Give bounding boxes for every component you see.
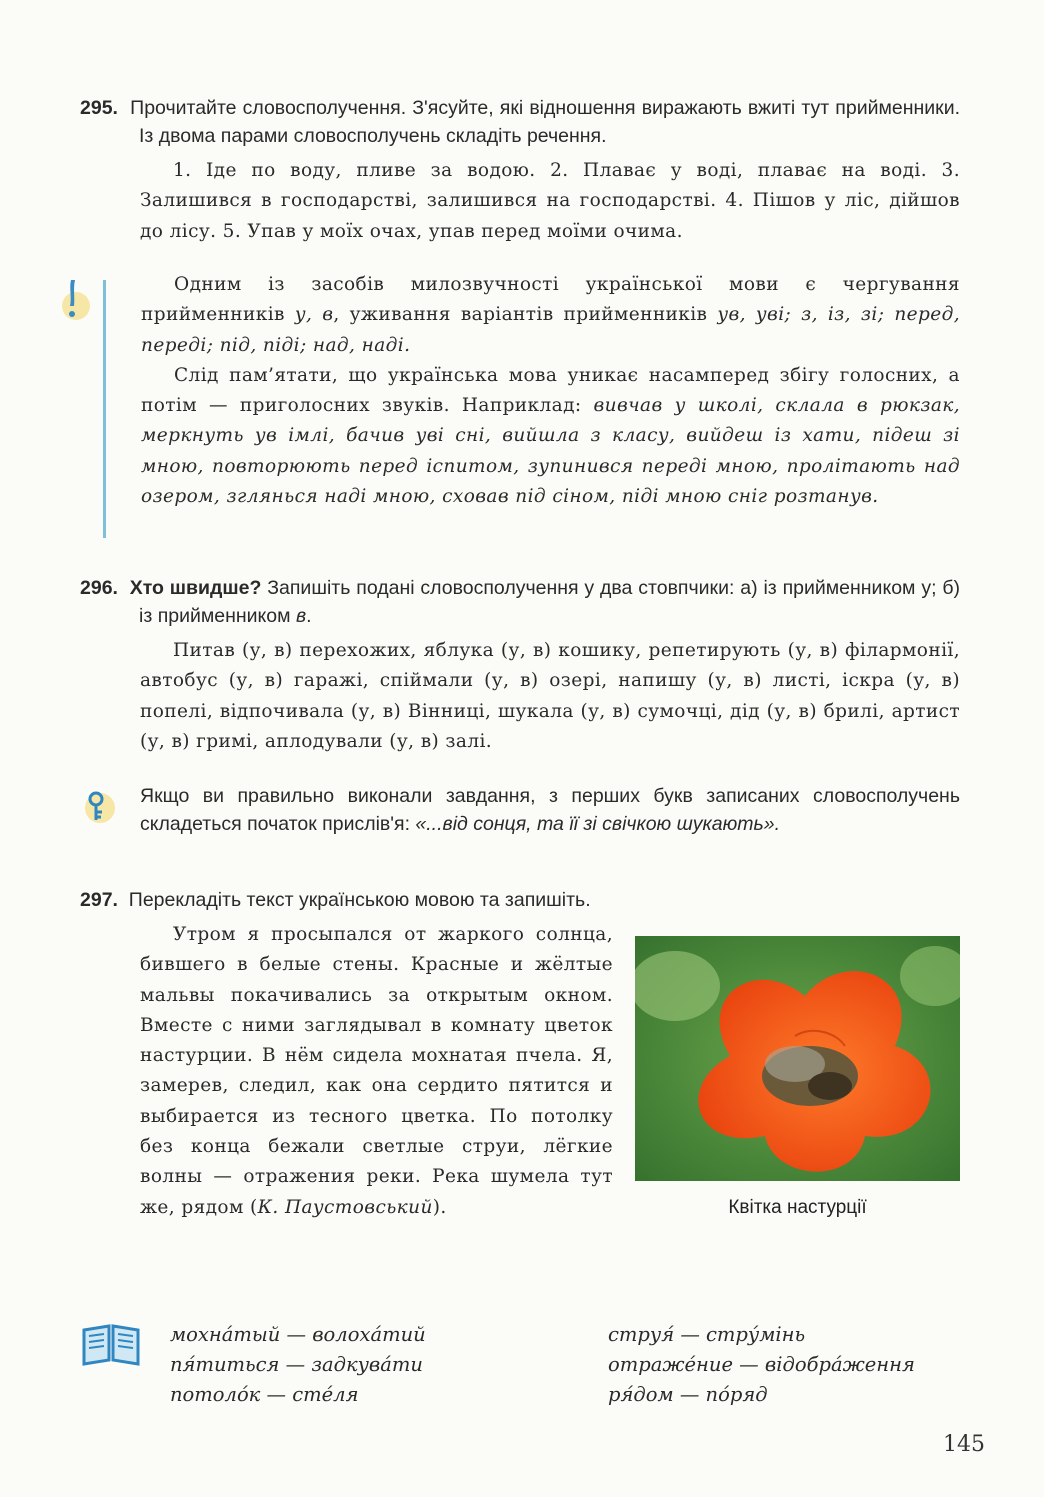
vocabulary-item: отраже́ние — відобра́ження bbox=[608, 1353, 915, 1376]
task-text: у bbox=[921, 577, 932, 599]
exercise-297-text bbox=[140, 920, 613, 1223]
exercise-296-task bbox=[80, 574, 960, 630]
vocabulary-item: пя́титься — задкува́ти bbox=[170, 1353, 423, 1376]
rule-divider bbox=[103, 280, 106, 538]
exercise-number: 296. bbox=[80, 577, 118, 599]
rule-example: ув, уві; з, із, зі; перед, переді; під, піді; над, наді. bbox=[141, 304, 960, 356]
key-icon bbox=[80, 786, 120, 826]
task-title: Хто швидше? bbox=[129, 577, 262, 599]
exercise-text-part: ). bbox=[432, 1196, 447, 1218]
task-text: ; б) із прийменником bbox=[139, 577, 961, 627]
task-text: Запишіть подані словосполучення у два стовпчики: а) із прийменником bbox=[261, 577, 922, 599]
nasturtium-photo bbox=[635, 936, 960, 1181]
page-number: 145 bbox=[943, 1432, 985, 1457]
rule-text-part: , уживання варіантів прийменників bbox=[333, 304, 718, 326]
proverb: «...від сонця, та її зі свічкою шукають». bbox=[415, 813, 781, 835]
rule-text-part: Слід пам’ятати, що українська мова уникає насамперед збігу голосних, а потім — приголосних звуків. Наприклад: bbox=[141, 364, 960, 417]
hint-text-part: Якщо ви правильно виконали завдання, з перших букв записаних словосполучень складеться початок прислів'я: bbox=[140, 785, 960, 835]
task-text: Перекладіть текст українською мовою та запишіть. bbox=[128, 889, 591, 911]
rule-example: у, в bbox=[294, 304, 334, 326]
rule-text bbox=[141, 270, 960, 512]
exercise-295-task bbox=[80, 94, 960, 150]
vocabulary-item: струя́ — стру́мінь bbox=[608, 1323, 806, 1346]
exercise-296 bbox=[80, 574, 961, 752]
vocabulary-left bbox=[170, 1320, 426, 1410]
task-text: Прочитайте словосполучення. З'ясуйте, які відношення виражають вжиті тут прийменники. Із двома парами словосполучень складіть речення. bbox=[130, 97, 960, 147]
exercise-number: 297. bbox=[80, 889, 118, 911]
exercise-number: 295. bbox=[80, 97, 118, 119]
exercise-295 bbox=[80, 94, 960, 242]
vocabulary-item: ря́дом — по́ряд bbox=[608, 1383, 768, 1406]
rule-example: вивчав у школі, склала в рюкзак, меркнуть ув імлі, бачив уві сні, вийшла з класу, вийдеш із хати, підеш зі мною, повторюють перед іспитом, зупинився переді мною, пролітають над озером, зглянься наді мною, сховав під сіном, піді мною сніг розтанув. bbox=[141, 395, 960, 508]
vocabulary-right bbox=[608, 1320, 915, 1410]
exclamation-icon bbox=[60, 276, 90, 328]
vocabulary-item: потоло́к — сте́ля bbox=[170, 1383, 359, 1406]
author: К. Паустовський bbox=[257, 1196, 433, 1218]
rule-block bbox=[60, 270, 960, 542]
rule-paragraph bbox=[141, 270, 960, 361]
vocabulary-item: мохна́тый — волоха́тий bbox=[170, 1323, 426, 1346]
exercise-text-part: Утром я просыпался от жаркого солнца, бившего в белые стены. Красные и жёлтые мальвы покачивались за открытым окном. Вместе с ними заглядывал в комнату цветок настурции. В нём сидела мохнатая пчела. Я, замерев, следил, как она сердито пятится и выбирается из тесного цветка. По потолку без конца бежали светлые струи, лёгкие волны — отражения реки. Река шумела тут же, рядом ( bbox=[140, 924, 613, 1218]
book-icon bbox=[80, 1320, 142, 1366]
task-text: в bbox=[295, 605, 307, 627]
task-text: . bbox=[306, 605, 312, 627]
rule-text-part: Одним із засобів милозвучності української мови є чергування прийменників bbox=[141, 274, 960, 326]
rule-paragraph bbox=[141, 361, 960, 512]
exercise-296-text: Питав (у, в) перехожих, яблука (у, в) кошику, репетирують (у, в) філармонії, автобус (у, в) гаражі, спіймали (у, в) озері, напишу (у, в) листі, іскра (у, в) попелі, відпочивала (у, в) Вінниці, шукала (у, в) сумочці, дід (у, в) брилі, артист (у, в) гримі, аплодували (у, в) залі. bbox=[140, 640, 960, 752]
hint-text bbox=[140, 782, 960, 838]
exercise-295-text: 1. Іде по воду, пливе за водою. 2. Плаває у воді, плаває на воді. 3. Залишився в господарстві, залишився на господарстві. 4. Пішов у ліс, дійшов до лісу. 5. Упав у моїх очах, упав перед моїми очима. bbox=[140, 160, 960, 242]
exercise-297-task bbox=[80, 886, 960, 914]
photo-caption: Квітка настурції bbox=[728, 1197, 867, 1218]
